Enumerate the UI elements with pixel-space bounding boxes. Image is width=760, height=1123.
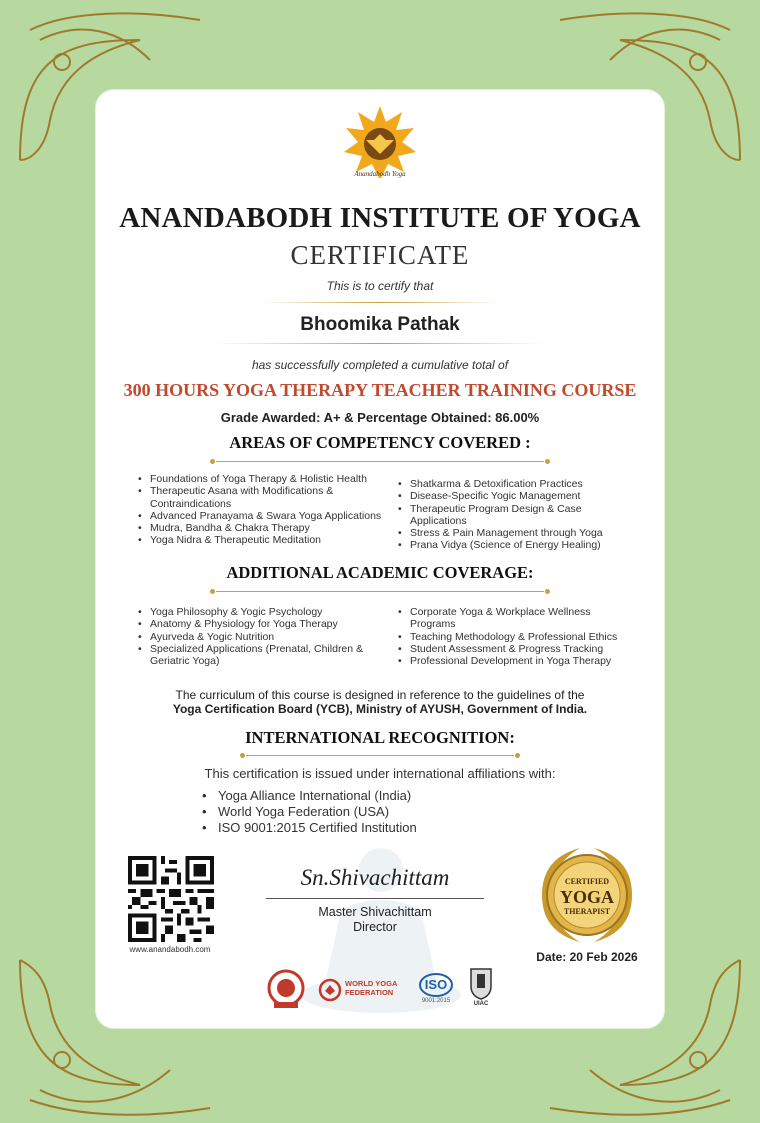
iso-text: ISO (424, 977, 448, 992)
world-yoga-federation-logo (318, 976, 410, 1004)
list-item: • ISO 9001:2015 Certified Institution (200, 820, 500, 836)
certificate-card (96, 90, 664, 1028)
academic-list-right (396, 606, 636, 667)
list-item: • Anatomy & Physiology for Yoga Therapy (136, 618, 386, 630)
list-item: • Specialized Applications (Prenatal, Children & Geriatric Yoga) (136, 643, 386, 668)
signatory-name: Master Shivachittam (318, 905, 432, 919)
section-divider (210, 588, 550, 596)
uiac-emblem-icon (468, 966, 494, 1000)
qr-code-icon (128, 856, 214, 942)
uiac-text: UIAC (473, 1001, 489, 1007)
world-yoga-federation-icon (318, 978, 342, 1002)
curriculum-line-2: Yoga Certification Board (YCB), Ministry of AYUSH, Government of India. (172, 702, 588, 716)
list-item: • Therapeutic Program Design & Case Applications (396, 503, 636, 528)
competency-list-right (396, 478, 636, 552)
recognition-heading: INTERNATIONAL RECOGNITION: (245, 728, 515, 747)
signature-script: Sn.Shivachittam (300, 865, 450, 890)
qr-code[interactable] (128, 856, 214, 942)
section-divider (240, 752, 520, 760)
section-divider (210, 458, 550, 466)
signatory (266, 905, 484, 935)
issue-date: Date: 20 Feb 2026 (536, 950, 638, 964)
grade-line: Grade Awarded: A+ & Percentage Obtained: 86.00% (220, 410, 540, 425)
signatory-title: Director (353, 920, 397, 934)
iso-sub-text: 9001:2015 (421, 998, 451, 1004)
recognition-list (200, 788, 500, 836)
list-item: • Mudra, Bandha & Chakra Therapy (136, 522, 386, 534)
seal-text-top: CERTIFIED (564, 877, 610, 886)
wyf-line-1: WORLD YOGA (345, 979, 398, 988)
divider-rule (260, 302, 500, 303)
certify-line: This is to certify that (326, 279, 434, 293)
yoga-alliance-logo-icon (266, 968, 306, 1010)
academic-list-left (136, 606, 386, 667)
list-item: • Advanced Pranayama & Swara Yoga Applications (136, 510, 386, 522)
list-item: • Corporate Yoga & Workplace Wellness Programs (396, 606, 636, 631)
list-item: • Professional Development in Yoga Therapy (396, 655, 636, 667)
list-item: • Yoga Alliance International (India) (200, 788, 500, 804)
wyf-line-2: FEDERATION (345, 988, 394, 997)
signature-line (266, 898, 484, 899)
list-item: • Prana Vidya (Science of Energy Healing) (396, 539, 636, 551)
list-item: • Yoga Nidra & Therapeutic Meditation (136, 534, 386, 546)
list-item: • World Yoga Federation (USA) (200, 804, 500, 820)
course-title: 300 HOURS YOGA THERAPY TEACHER TRAINING COURSE (123, 380, 637, 400)
certified-seal-icon (528, 840, 646, 950)
list-item: • Therapeutic Asana with Modifications & Contraindications (136, 485, 386, 510)
certificate-heading: CERTIFICATE (290, 240, 470, 270)
completion-line: has successfully completed a cumulative total of (251, 358, 509, 372)
list-item: • Shatkarma & Detoxification Practices (396, 478, 636, 490)
curriculum-line-1: The curriculum of this course is designed in reference to the guidelines of the (175, 688, 585, 702)
seal-text-middle: YOGA (560, 887, 614, 907)
list-item: • Disease-Specific Yogic Management (396, 490, 636, 502)
competency-heading: AREAS OF COMPETENCY COVERED : (229, 433, 531, 452)
list-item: • Foundations of Yoga Therapy & Holistic Health (136, 473, 386, 485)
logo-text: Anandabodh Yoga (354, 170, 406, 178)
curriculum-note (96, 688, 664, 716)
uiac-logo (468, 966, 494, 1010)
list-item: • Stress & Pain Management through Yoga (396, 527, 636, 539)
list-item: • Student Assessment & Progress Tracking (396, 643, 636, 655)
list-item: • Yoga Philosophy & Yogic Psychology (136, 606, 386, 618)
recipient-name: Bhoomika Pathak (300, 314, 460, 335)
list-item: • Ayurveda & Yogic Nutrition (136, 631, 386, 643)
list-item: • Teaching Methodology & Professional Ethics (396, 631, 636, 643)
recognition-intro: This certification is issued under international affiliations with: (204, 766, 556, 781)
iso-logo (418, 972, 454, 1008)
website-url[interactable]: www.anandabodh.com (129, 945, 211, 954)
seal-text-bottom: THERAPIST (563, 907, 611, 916)
competency-list-left (136, 473, 386, 547)
divider-rule (216, 343, 544, 344)
academic-heading: ADDITIONAL ACADEMIC COVERAGE: (226, 563, 534, 582)
institute-title: ANANDABODH INSTITUTE OF YOGA (119, 202, 641, 234)
